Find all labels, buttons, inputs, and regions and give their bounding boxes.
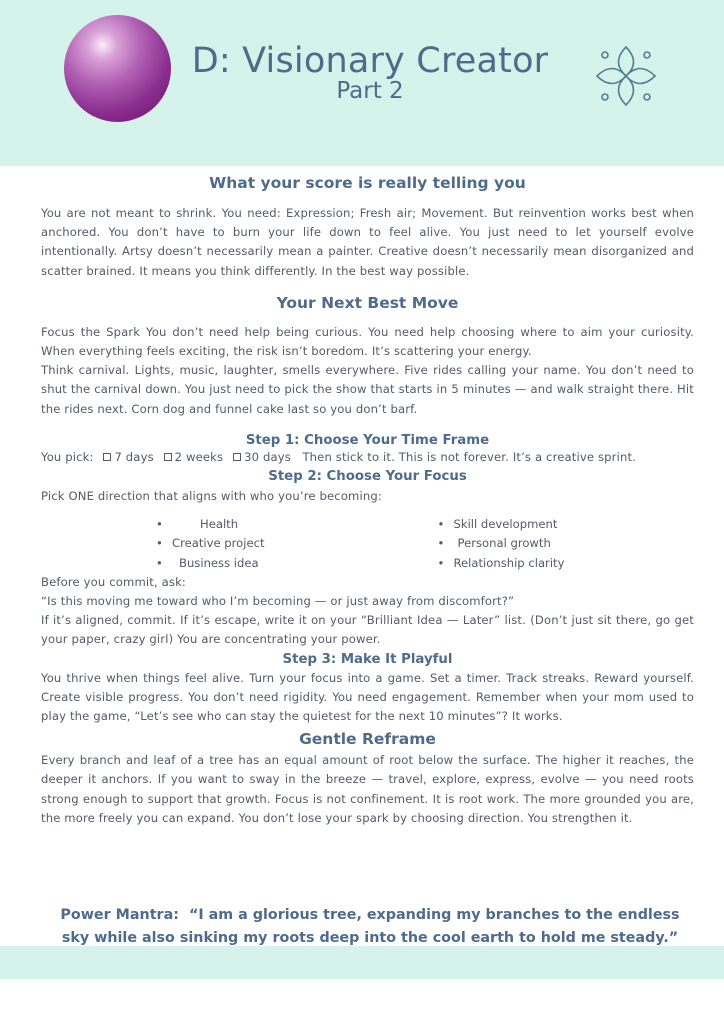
next-move-body-1: Focus the Spark You don’t need help being curious. You need help choosing where to aim your curiosity. When everything feels exciting, the risk isn’t boredom. It’s scattering your energy. (41, 324, 694, 359)
list-item: • Health (156, 517, 239, 532)
step2-ask: Before you commit, ask: (41, 574, 186, 589)
step2-intro: Pick ONE direction that aligns with who you’re becoming: (41, 489, 382, 504)
step1-heading: Step 1: Choose Your Time Frame (245, 432, 490, 448)
reframe-heading: Gentle Reframe (299, 730, 436, 749)
option-30-days: 30 days (244, 449, 291, 464)
footer-band (0, 946, 724, 979)
list-item: • Business idea (156, 555, 259, 570)
purple-orb-icon (64, 15, 171, 122)
next-move-body-2: Think carnival. Lights, music, laughter, smells everywhere. Five rides calling your name. You don’t need to shut the carnival down. You just need to pick the show that starts in 5 minutes — and walk straight there. Hit the rides next. Corn dog and funnel cake last so you don’t barf. (41, 363, 694, 416)
list-item: • Skill development (437, 517, 558, 532)
step2-closing: If it’s aligned, commit. If it’s escape, write it on your “Brilliant Idea — Later” list. (Don’t just sit there, go get your paper, crazy girl) You are concentrating your power. (41, 613, 694, 647)
checkbox-7-days[interactable] (103, 453, 111, 461)
list-item: • Relationship clarity (437, 555, 565, 570)
list-item: • Creative project (156, 536, 265, 551)
focus-column-left (41, 515, 368, 573)
next-move-heading: Your Next Best Move (276, 293, 459, 312)
page-content (41, 172, 694, 828)
step1-prefix: You pick: (41, 449, 94, 464)
page-subtitle: Part 2 (336, 78, 404, 104)
mantra-text: “I am a glorious tree, expanding my branches to the endless sky while also sinking my roots deep into the cool earth to hold me steady.” (61, 907, 680, 946)
score-heading: What your score is really telling you (209, 174, 526, 192)
focus-column-right (368, 515, 695, 573)
focus-options (41, 515, 694, 573)
step2-heading: Step 2: Choose Your Focus (268, 469, 467, 485)
option-7-days: 7 days (114, 449, 154, 464)
page-title: D: Visionary Creator (191, 41, 549, 81)
floral-knot-icon (593, 43, 659, 109)
step2-question: “Is this moving me toward who I’m becoming — or just away from discomfort?” (41, 594, 515, 609)
step3-body: You thrive when things feel alive. Turn your focus into a game. Set a timer. Track streaks. Reward yourself. Create visible progress. You don’t need rigidity. You need engagement. Remember when your mom used to play the game, “Let’s see who can stay the quietest for the next 10 minutes”? It works. (41, 670, 694, 724)
checkbox-30-days[interactable] (233, 453, 241, 461)
list-item: • Personal growth (437, 536, 551, 551)
reframe-body: Every branch and leaf of a tree has an equal amount of root below the surface. The higher it reaches, the deeper it anchors. If you want to sway in the breeze — travel, explore, express, evolve — you need roots strong enough to support that growth. Focus is not confinement. It is root work. The more grounded you are, the more freely you can expand. You don’t lose your spark by choosing direction. You strengthen it. (41, 753, 694, 825)
power-mantra (55, 904, 685, 950)
score-body: You are not meant to shrink. You need: Expression; Fresh air; Movement. But reinvention works best when anchored. You don’t have to burn your life down to feel alive. You just need to let yourself evolve intentionally. Artsy doesn’t necessarily mean a painter. Creative doesn’t necessarily mean disorganized and scatter brained. It means you think differently. In the best way possible. (41, 206, 694, 278)
step3-heading: Step 3: Make It Playful (282, 651, 453, 667)
step1-line (41, 448, 694, 467)
option-2-weeks: 2 weeks (174, 449, 224, 464)
checkbox-2-weeks[interactable] (164, 453, 172, 461)
mantra-label: Power Mantra: (60, 907, 179, 923)
step1-suffix: Then stick to it. This is not forever. It’s a creative sprint. (302, 449, 636, 464)
